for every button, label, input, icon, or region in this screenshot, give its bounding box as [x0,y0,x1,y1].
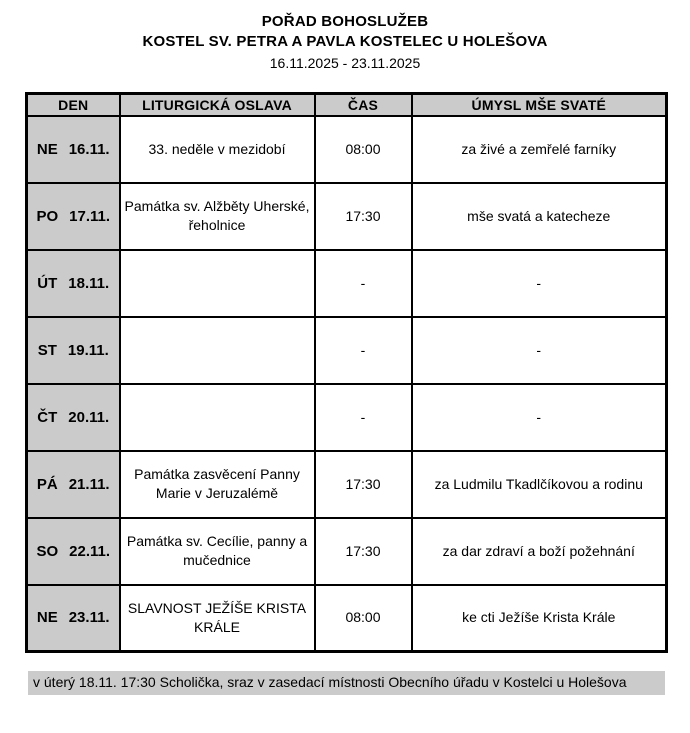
schedule-table [25,92,668,653]
intention-cell: - [412,384,667,451]
time-cell: 08:00 [315,116,412,183]
day-date: 20.11. [68,408,110,426]
time-cell: 17:30 [315,518,412,585]
celebration-cell: Památka zasvěcení Panny Marie v Jeruzalémě [120,451,315,518]
celebration-cell: 33. neděle v mezidobí [120,116,315,183]
intention-cell: mše svatá a katecheze [412,183,667,250]
time-cell: - [315,384,412,451]
celebration-cell: Památka sv. Cecílie, panny a mučednice [120,518,315,585]
day-cell [27,116,120,183]
intention-cell: ke cti Ježíše Krista Krále [412,585,667,652]
date-range: 16.11.2025 - 23.11.2025 [269,55,421,71]
column-header-cas: ČAS [315,94,412,116]
table-row [27,250,667,317]
table-row [27,384,667,451]
column-header-liturgicka-oslava: LITURGICKÁ OSLAVA [120,94,315,116]
time-cell: 17:30 [315,183,412,250]
celebration-cell [120,250,315,317]
day-date: 23.11. [68,609,110,627]
table-row [27,585,667,652]
day-cell [27,250,120,317]
time-cell: - [315,317,412,384]
table-row [27,183,667,250]
day-date: 18.11. [68,274,110,292]
celebration-cell [120,317,315,384]
time-cell: 08:00 [315,585,412,652]
day-cell [27,585,120,652]
table-header-row [27,94,667,116]
time-cell: - [315,250,412,317]
celebration-cell: SLAVNOST JEŽÍŠE KRISTA KRÁLE [120,585,315,652]
day-cell [27,317,120,384]
celebration-cell [120,384,315,451]
table-row [27,317,667,384]
footer-note: v úterý 18.11. 17:30 Scholička, sraz v zasedací místnosti Obecního úřadu v Kostelci u Holešova [28,671,665,695]
day-abbrev: NE [36,140,58,158]
page-subtitle: KOSTEL SV. PETRA A PAVLA KOSTELEC U HOLEŠOVA [142,33,548,50]
day-date: 22.11. [69,542,111,560]
day-abbrev: PÁ [36,475,58,493]
intention-cell: - [412,317,667,384]
day-date: 21.11. [68,475,110,493]
document-header [0,0,690,73]
table-row [27,518,667,585]
day-abbrev: NE [36,609,58,627]
day-abbrev: PO [36,207,59,225]
intention-cell: za dar zdraví a boží požehnání [412,518,667,585]
intention-cell: za Ludmilu Tkadlčíkovou a rodinu [412,451,667,518]
intention-cell: - [412,250,667,317]
table-row [27,116,667,183]
column-header-den: DEN [27,94,120,116]
day-date: 19.11. [67,341,109,359]
time-cell: 17:30 [315,451,412,518]
day-cell [27,384,120,451]
day-date: 17.11. [69,207,111,225]
day-abbrev: ČT [37,408,58,426]
table-row [27,451,667,518]
day-abbrev: ÚT [37,274,58,292]
celebration-cell: Památka sv. Alžběty Uherské, řeholnice [120,183,315,250]
intention-cell: za živé a zemřelé farníky [412,116,667,183]
page-title: POŘAD BOHOSLUŽEB [261,13,429,30]
day-cell [27,451,120,518]
day-cell [27,518,120,585]
day-abbrev: ST [37,341,57,359]
column-header-umysl: ÚMYSL MŠE SVATÉ [412,94,667,116]
day-cell [27,183,120,250]
day-abbrev: SO [36,542,59,560]
day-date: 16.11. [68,140,110,158]
